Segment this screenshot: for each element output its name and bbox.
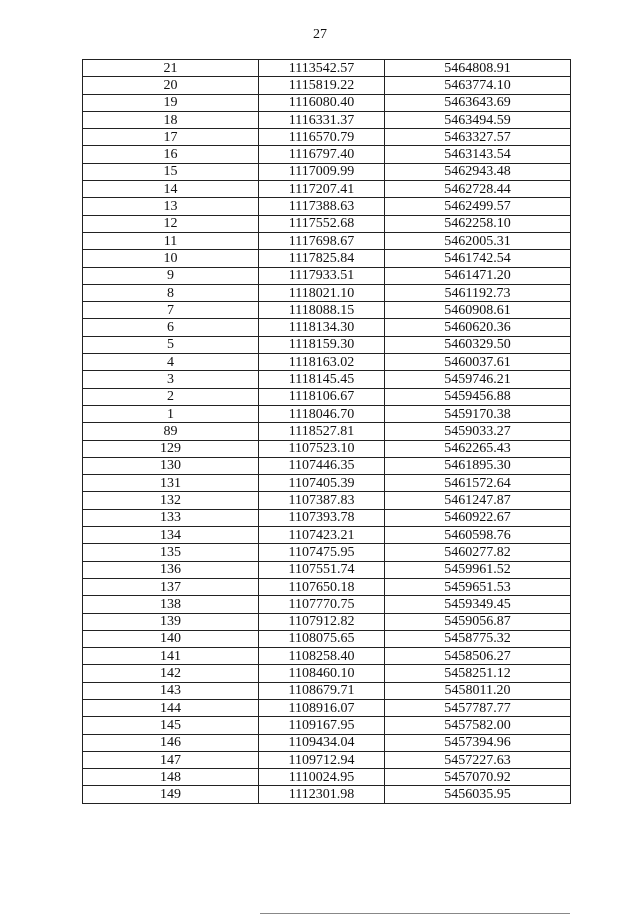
point-number-cell: 10: [83, 250, 259, 267]
x-coordinate-cell: 1113542.57: [259, 60, 385, 77]
x-coordinate-cell: 1117933.51: [259, 267, 385, 284]
y-coordinate-cell: 5461471.20: [385, 267, 571, 284]
table-row: [83, 60, 571, 77]
point-number-cell: 2: [83, 388, 259, 405]
table-row: [83, 198, 571, 215]
y-coordinate-cell: 5459033.27: [385, 423, 571, 440]
x-coordinate-cell: 1108258.40: [259, 648, 385, 665]
point-number-cell: 148: [83, 769, 259, 786]
point-number-cell: 9: [83, 267, 259, 284]
y-coordinate-cell: 5460908.61: [385, 302, 571, 319]
y-coordinate-cell: 5460329.50: [385, 336, 571, 353]
x-coordinate-cell: 1115819.22: [259, 77, 385, 94]
y-coordinate-cell: 5463643.69: [385, 94, 571, 111]
point-number-cell: 16: [83, 146, 259, 163]
footer-rule: [260, 913, 570, 914]
point-number-cell: 132: [83, 492, 259, 509]
table-row: [83, 146, 571, 163]
y-coordinate-cell: 5457227.63: [385, 751, 571, 768]
y-coordinate-cell: 5463494.59: [385, 111, 571, 128]
y-coordinate-cell: 5457787.77: [385, 699, 571, 716]
y-coordinate-cell: 5459961.52: [385, 561, 571, 578]
y-coordinate-cell: 5462265.43: [385, 440, 571, 457]
y-coordinate-cell: 5463143.54: [385, 146, 571, 163]
x-coordinate-cell: 1118134.30: [259, 319, 385, 336]
point-number-cell: 6: [83, 319, 259, 336]
x-coordinate-cell: 1107912.82: [259, 613, 385, 630]
table-row: [83, 405, 571, 422]
point-number-cell: 146: [83, 734, 259, 751]
table-row: [83, 354, 571, 371]
x-coordinate-cell: 1107650.18: [259, 578, 385, 595]
y-coordinate-cell: 5461247.87: [385, 492, 571, 509]
x-coordinate-cell: 1108916.07: [259, 699, 385, 716]
y-coordinate-cell: 5457070.92: [385, 769, 571, 786]
x-coordinate-cell: 1116797.40: [259, 146, 385, 163]
point-number-cell: 137: [83, 578, 259, 595]
point-number-cell: 19: [83, 94, 259, 111]
point-number-cell: 133: [83, 509, 259, 526]
coordinates-table-body: [83, 60, 571, 804]
x-coordinate-cell: 1118046.70: [259, 405, 385, 422]
y-coordinate-cell: 5463774.10: [385, 77, 571, 94]
x-coordinate-cell: 1117698.67: [259, 232, 385, 249]
point-number-cell: 12: [83, 215, 259, 232]
x-coordinate-cell: 1107770.75: [259, 596, 385, 613]
x-coordinate-cell: 1117552.68: [259, 215, 385, 232]
x-coordinate-cell: 1109434.04: [259, 734, 385, 751]
point-number-cell: 18: [83, 111, 259, 128]
table-row: [83, 336, 571, 353]
table-row: [83, 751, 571, 768]
table-row: [83, 267, 571, 284]
table-row: [83, 371, 571, 388]
table-row: [83, 527, 571, 544]
x-coordinate-cell: 1112301.98: [259, 786, 385, 803]
table-row: [83, 578, 571, 595]
x-coordinate-cell: 1109712.94: [259, 751, 385, 768]
point-number-cell: 145: [83, 717, 259, 734]
point-number-cell: 149: [83, 786, 259, 803]
y-coordinate-cell: 5459056.87: [385, 613, 571, 630]
table-row: [83, 232, 571, 249]
table-row: [83, 492, 571, 509]
table-row: [83, 215, 571, 232]
y-coordinate-cell: 5462258.10: [385, 215, 571, 232]
point-number-cell: 138: [83, 596, 259, 613]
y-coordinate-cell: 5459456.88: [385, 388, 571, 405]
x-coordinate-cell: 1108075.65: [259, 630, 385, 647]
coordinates-table: [82, 59, 571, 804]
x-coordinate-cell: 1108460.10: [259, 665, 385, 682]
x-coordinate-cell: 1107475.95: [259, 544, 385, 561]
x-coordinate-cell: 1108679.71: [259, 682, 385, 699]
table-row: [83, 613, 571, 630]
x-coordinate-cell: 1107523.10: [259, 440, 385, 457]
y-coordinate-cell: 5464808.91: [385, 60, 571, 77]
y-coordinate-cell: 5458506.27: [385, 648, 571, 665]
y-coordinate-cell: 5461572.64: [385, 475, 571, 492]
x-coordinate-cell: 1117825.84: [259, 250, 385, 267]
point-number-cell: 140: [83, 630, 259, 647]
point-number-cell: 129: [83, 440, 259, 457]
table-row: [83, 544, 571, 561]
x-coordinate-cell: 1107423.21: [259, 527, 385, 544]
table-row: [83, 561, 571, 578]
point-number-cell: 130: [83, 457, 259, 474]
table-row: [83, 250, 571, 267]
table-row: [83, 111, 571, 128]
point-number-cell: 21: [83, 60, 259, 77]
table-row: [83, 509, 571, 526]
x-coordinate-cell: 1107405.39: [259, 475, 385, 492]
table-row: [83, 319, 571, 336]
table-row: [83, 423, 571, 440]
point-number-cell: 142: [83, 665, 259, 682]
point-number-cell: 11: [83, 232, 259, 249]
table-row: [83, 648, 571, 665]
table-row: [83, 769, 571, 786]
y-coordinate-cell: 5458011.20: [385, 682, 571, 699]
table-row: [83, 388, 571, 405]
x-coordinate-cell: 1116080.40: [259, 94, 385, 111]
x-coordinate-cell: 1118527.81: [259, 423, 385, 440]
point-number-cell: 15: [83, 163, 259, 180]
x-coordinate-cell: 1116570.79: [259, 129, 385, 146]
table-row: [83, 94, 571, 111]
y-coordinate-cell: 5463327.57: [385, 129, 571, 146]
point-number-cell: 89: [83, 423, 259, 440]
table-row: [83, 665, 571, 682]
y-coordinate-cell: 5460922.67: [385, 509, 571, 526]
point-number-cell: 1: [83, 405, 259, 422]
y-coordinate-cell: 5457582.00: [385, 717, 571, 734]
y-coordinate-cell: 5457394.96: [385, 734, 571, 751]
table-row: [83, 786, 571, 803]
x-coordinate-cell: 1118159.30: [259, 336, 385, 353]
y-coordinate-cell: 5461192.73: [385, 284, 571, 301]
y-coordinate-cell: 5458775.32: [385, 630, 571, 647]
table-row: [83, 630, 571, 647]
point-number-cell: 20: [83, 77, 259, 94]
page-number: 27: [313, 27, 327, 42]
x-coordinate-cell: 1109167.95: [259, 717, 385, 734]
y-coordinate-cell: 5460037.61: [385, 354, 571, 371]
point-number-cell: 147: [83, 751, 259, 768]
y-coordinate-cell: 5459746.21: [385, 371, 571, 388]
point-number-cell: 5: [83, 336, 259, 353]
y-coordinate-cell: 5462728.44: [385, 181, 571, 198]
point-number-cell: 8: [83, 284, 259, 301]
y-coordinate-cell: 5462499.57: [385, 198, 571, 215]
x-coordinate-cell: 1110024.95: [259, 769, 385, 786]
y-coordinate-cell: 5460620.36: [385, 319, 571, 336]
point-number-cell: 4: [83, 354, 259, 371]
table-row: [83, 129, 571, 146]
table-row: [83, 284, 571, 301]
point-number-cell: 7: [83, 302, 259, 319]
table-row: [83, 440, 571, 457]
table-row: [83, 596, 571, 613]
y-coordinate-cell: 5459651.53: [385, 578, 571, 595]
table-row: [83, 163, 571, 180]
point-number-cell: 13: [83, 198, 259, 215]
y-coordinate-cell: 5456035.95: [385, 786, 571, 803]
point-number-cell: 135: [83, 544, 259, 561]
x-coordinate-cell: 1118088.15: [259, 302, 385, 319]
x-coordinate-cell: 1107446.35: [259, 457, 385, 474]
x-coordinate-cell: 1117388.63: [259, 198, 385, 215]
x-coordinate-cell: 1107387.83: [259, 492, 385, 509]
point-number-cell: 139: [83, 613, 259, 630]
x-coordinate-cell: 1116331.37: [259, 111, 385, 128]
point-number-cell: 144: [83, 699, 259, 716]
table-row: [83, 717, 571, 734]
y-coordinate-cell: 5460598.76: [385, 527, 571, 544]
x-coordinate-cell: 1118145.45: [259, 371, 385, 388]
table-row: [83, 734, 571, 751]
point-number-cell: 143: [83, 682, 259, 699]
x-coordinate-cell: 1118106.67: [259, 388, 385, 405]
point-number-cell: 3: [83, 371, 259, 388]
x-coordinate-cell: 1117009.99: [259, 163, 385, 180]
x-coordinate-cell: 1118021.10: [259, 284, 385, 301]
x-coordinate-cell: 1107393.78: [259, 509, 385, 526]
y-coordinate-cell: 5458251.12: [385, 665, 571, 682]
table-row: [83, 699, 571, 716]
y-coordinate-cell: 5459170.38: [385, 405, 571, 422]
point-number-cell: 136: [83, 561, 259, 578]
point-number-cell: 17: [83, 129, 259, 146]
y-coordinate-cell: 5459349.45: [385, 596, 571, 613]
table-row: [83, 77, 571, 94]
table-row: [83, 181, 571, 198]
table-row: [83, 475, 571, 492]
table-row: [83, 302, 571, 319]
point-number-cell: 131: [83, 475, 259, 492]
x-coordinate-cell: 1118163.02: [259, 354, 385, 371]
x-coordinate-cell: 1117207.41: [259, 181, 385, 198]
table-row: [83, 457, 571, 474]
y-coordinate-cell: 5461742.54: [385, 250, 571, 267]
point-number-cell: 14: [83, 181, 259, 198]
y-coordinate-cell: 5462943.48: [385, 163, 571, 180]
y-coordinate-cell: 5461895.30: [385, 457, 571, 474]
table-row: [83, 682, 571, 699]
point-number-cell: 141: [83, 648, 259, 665]
x-coordinate-cell: 1107551.74: [259, 561, 385, 578]
y-coordinate-cell: 5462005.31: [385, 232, 571, 249]
point-number-cell: 134: [83, 527, 259, 544]
y-coordinate-cell: 5460277.82: [385, 544, 571, 561]
